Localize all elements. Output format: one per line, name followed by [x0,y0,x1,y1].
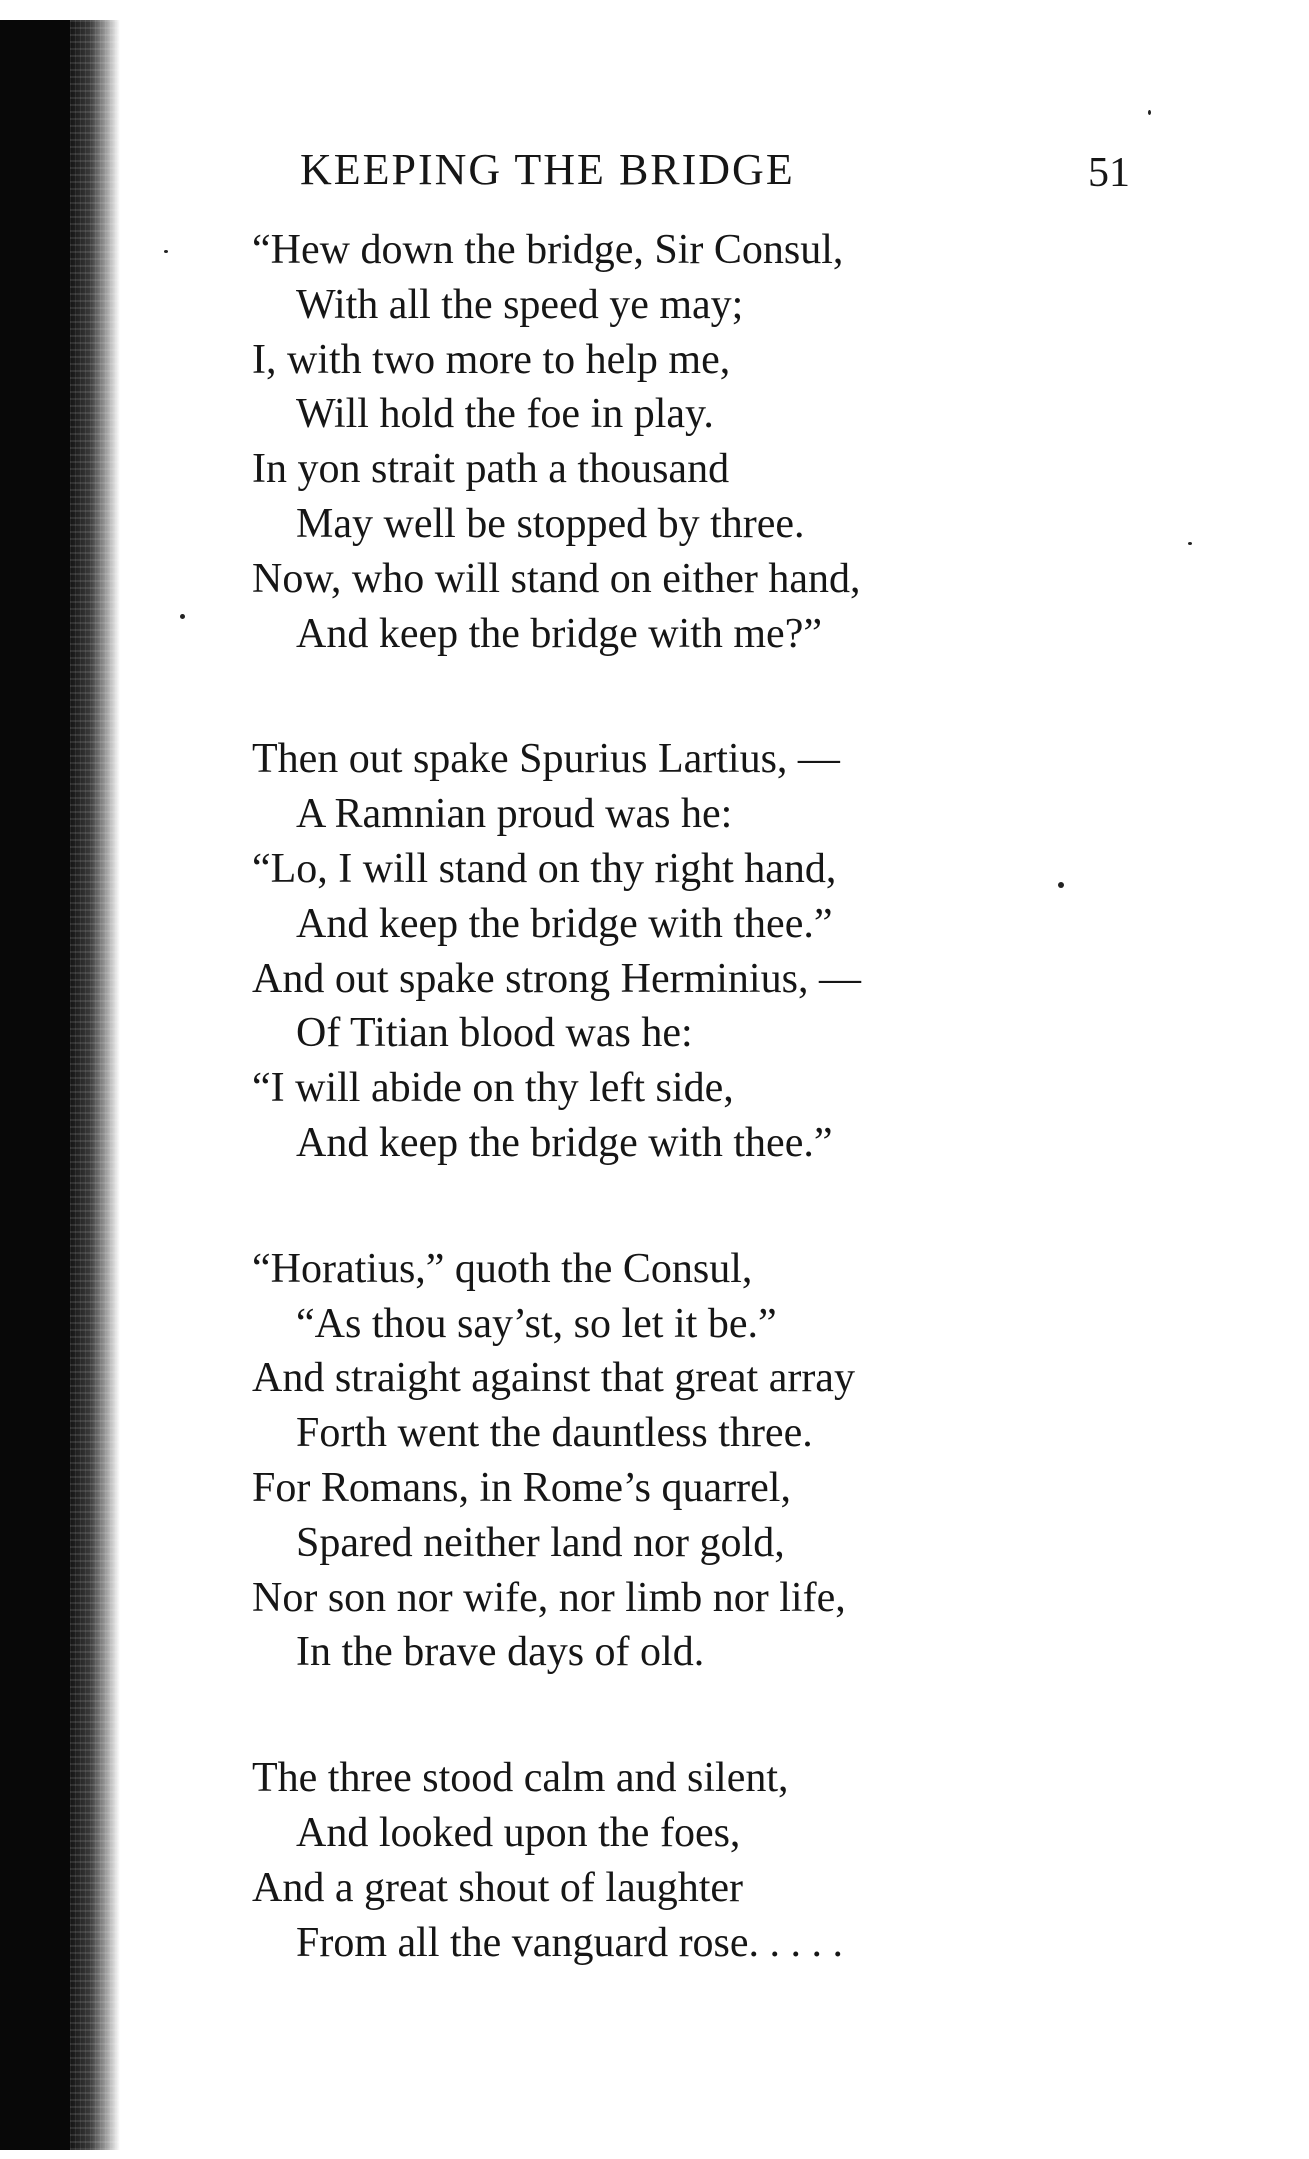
poem-line: With all the speed ye may; [296,281,744,328]
poem-line: “Hew down the bridge, Sir Consul, [252,227,844,273]
poem-line: And keep the bridge with thee.” [296,1119,833,1166]
stanza [252,732,1152,1170]
poem-line: “Horatius,” quoth the Consul, [252,1245,753,1292]
scanned-binding-edge [0,20,120,2150]
poem-line: Of Titian blood was he: [296,1010,693,1057]
running-head: KEEPING THE BRIDGE [300,145,795,194]
poem-line: “As thou say’st, so let it be.” [296,1300,777,1347]
poem-line: In the brave days of old. [296,1629,705,1676]
poem-line: In yon strait path a thousand [252,446,730,493]
poem-line: A Ramnian proud was he: [296,791,733,838]
scan-speck [1058,882,1064,888]
poem-line: And straight against that great array [252,1355,855,1402]
stanza [252,1242,1152,1680]
poem-body [252,223,1152,1970]
poem-line: Spared neither land nor gold, [296,1519,785,1566]
poem-line: “Lo, I will stand on thy right hand, [252,845,837,892]
poem-line: Forth went the dauntless three. [296,1410,813,1457]
poem-line: May well be stopped by three. [296,500,805,547]
scan-speck [180,614,185,619]
poem-line: I, with two more to help me, [252,336,731,383]
poem-line: And a great shout of laughter [252,1864,744,1911]
poem-line: From all the vanguard rose. . . . . [296,1919,844,1966]
poem-line: For Romans, in Rome’s quarrel, [252,1464,791,1511]
scan-speck [1148,110,1151,115]
poem-line: Nor son nor wife, nor limb nor life, [252,1574,846,1621]
page-header [300,140,1130,200]
poem-line: And keep the bridge with me?” [296,610,822,657]
scan-speck [164,250,168,253]
stanza [252,223,1152,661]
poem-line: And looked upon the foes, [296,1809,741,1856]
poem-line: Now, who will stand on either hand, [252,555,861,602]
poem-line: Will hold the foe in play. [296,391,714,438]
poem-line: “I will abide on thy left side, [252,1065,734,1112]
poem-line: The three stood calm and silent, [252,1755,789,1802]
poem-line: And keep the bridge with thee.” [296,900,833,947]
stanza [252,1751,1152,1970]
scan-speck [1188,542,1192,545]
poem-line: Then out spake Spurius Lartius, — [252,736,840,783]
page-number: 51 [1088,150,1130,196]
poem-line: And out spake strong Herminius, — [252,955,861,1002]
